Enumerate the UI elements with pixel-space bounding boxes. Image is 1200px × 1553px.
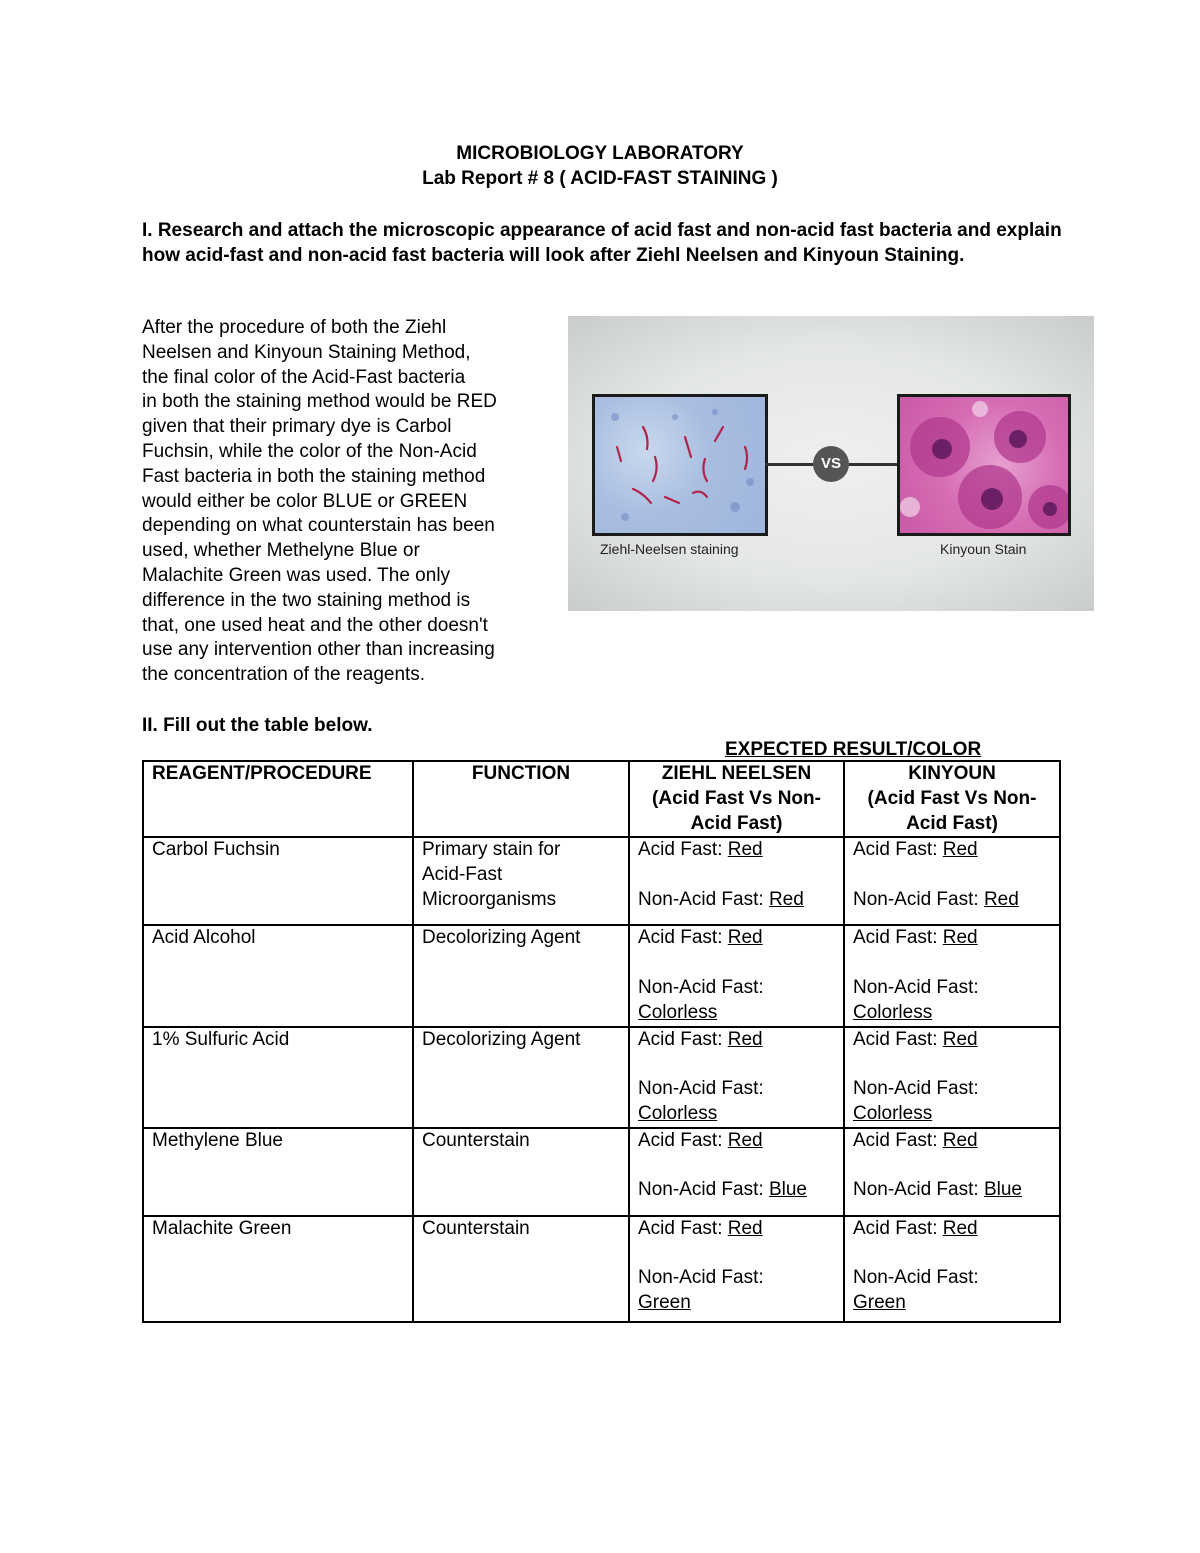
- acid-fast-value: Red: [942, 1028, 978, 1050]
- table-row: [143, 837, 1060, 925]
- acid-fast-value: Red: [727, 1028, 763, 1050]
- section-2-instruction: II. Fill out the table below.: [142, 715, 373, 736]
- acid-fast-value: Red: [727, 1129, 763, 1151]
- table-row: [143, 1216, 1060, 1322]
- acid-fast-label: Acid Fast:: [638, 1028, 728, 1050]
- table-row: [143, 925, 1060, 1026]
- acid-fast-label: Acid Fast:: [853, 1217, 943, 1239]
- ziehl-neelsen-micrograph: [592, 394, 768, 536]
- zn-result-cell: [629, 837, 844, 925]
- function-cell: [413, 1216, 629, 1322]
- acid-fast-value: Red: [727, 927, 763, 949]
- kinyoun-caption: Kinyoun Stain: [940, 541, 1027, 557]
- document-title: MICROBIOLOGY LABORATORY: [456, 143, 744, 164]
- non-acid-fast-value: Red: [983, 888, 1019, 910]
- acid-fast-value: Red: [727, 1217, 763, 1239]
- table-row: [143, 1027, 1060, 1128]
- zn-bacilli-drawing: [595, 397, 765, 533]
- function-cell: [413, 837, 629, 925]
- answer-line: Fuchsin, while the color of the Non-Acid: [142, 440, 477, 462]
- function-line: Microorganisms: [422, 888, 557, 910]
- vs-badge: VS: [813, 446, 849, 482]
- answer-line: After the procedure of both the Ziehl: [142, 317, 447, 338]
- non-acid-fast-value: Blue: [768, 1179, 807, 1201]
- non-acid-fast-value: Colorless: [638, 1001, 718, 1023]
- header-line: Acid Fast): [690, 812, 783, 834]
- function-line: Decolorizing Agent: [422, 1028, 581, 1050]
- answer-line: depending on what counterstain has been: [142, 515, 495, 537]
- function-cell: [413, 1027, 629, 1128]
- kinyoun-cells-drawing: [900, 397, 1068, 533]
- header-kinyoun: [844, 761, 1060, 837]
- header-line: ZIEHL NEELSEN: [661, 763, 812, 784]
- table-row: [143, 1128, 1060, 1216]
- section-1-answer: [142, 316, 562, 688]
- header-line: (Acid Fast Vs Non-: [867, 787, 1037, 809]
- non-acid-fast-label: Non-Acid Fast:: [638, 1179, 769, 1201]
- answer-line: use any intervention other than increasing: [142, 639, 495, 661]
- function-cell: [413, 925, 629, 1026]
- header-line: Acid Fast): [906, 812, 998, 834]
- answer-line: in both the staining method would be RED: [142, 391, 497, 413]
- answer-line: used, whether Methelyne Blue or: [142, 540, 420, 562]
- kinyoun-result-cell: [844, 1216, 1060, 1322]
- connector-line-left: [765, 463, 815, 466]
- reagent-cell: Carbol Fuchsin: [143, 837, 413, 925]
- answer-line: that, one used heat and the other doesn't: [142, 614, 488, 636]
- table-header-row: [143, 761, 1060, 837]
- non-acid-fast-label: Non-Acid Fast:: [638, 888, 769, 910]
- kinyoun-micrograph: [897, 394, 1071, 536]
- section-1-question: I. Research and attach the microscopic appearance of acid fast and non-acid fast bacteria and explain how acid-fast and non-acid fast bacteria will look after Ziehl Neelsen and Kinyoun Staining.: [142, 220, 1062, 266]
- answer-line: Malachite Green was used. The only: [142, 564, 451, 586]
- reagent-cell: Malachite Green: [143, 1216, 413, 1322]
- non-acid-fast-value: Green: [638, 1292, 691, 1314]
- header-line: (Acid Fast Vs Non-: [652, 787, 821, 809]
- header-ziehl-neelsen: [629, 761, 844, 837]
- kinyoun-result-cell: [844, 837, 1060, 925]
- reagent-cell: Acid Alcohol: [143, 925, 413, 1026]
- function-line: Acid-Fast: [422, 864, 503, 886]
- acid-fast-label: Acid Fast:: [853, 1129, 943, 1151]
- header-line: FUNCTION: [471, 763, 571, 784]
- kinyoun-result-cell: [844, 1027, 1060, 1128]
- answer-line: the final color of the Acid-Fast bacteria: [142, 366, 466, 388]
- zn-result-cell: [629, 1216, 844, 1322]
- kinyoun-result-cell: [844, 925, 1060, 1026]
- header-function: [413, 761, 629, 837]
- acid-fast-label: Acid Fast:: [638, 927, 728, 949]
- acid-fast-label: Acid Fast:: [853, 927, 943, 949]
- acid-fast-value: Red: [942, 1129, 978, 1151]
- zn-result-cell: [629, 1027, 844, 1128]
- acid-fast-label: Acid Fast:: [638, 1129, 728, 1151]
- reagent-cell: 1% Sulfuric Acid: [143, 1027, 413, 1128]
- acid-fast-label: Acid Fast:: [853, 839, 943, 861]
- non-acid-fast-label: Non-Acid Fast:: [638, 1267, 764, 1289]
- non-acid-fast-label: Non-Acid Fast:: [638, 1078, 764, 1100]
- header-line: KINYOUN: [908, 763, 996, 784]
- zn-caption: Ziehl-Neelsen staining: [600, 541, 739, 557]
- function-line: Counterstain: [422, 1129, 530, 1151]
- function-cell: [413, 1128, 629, 1216]
- answer-line: Neelsen and Kinyoun Staining Method,: [142, 341, 471, 363]
- acid-fast-label: Acid Fast:: [638, 839, 728, 861]
- acid-fast-value: Red: [727, 839, 763, 861]
- non-acid-fast-value: Colorless: [853, 1102, 933, 1124]
- non-acid-fast-value: Colorless: [638, 1102, 718, 1124]
- non-acid-fast-value: Green: [853, 1292, 906, 1314]
- expected-result-label: EXPECTED RESULT/COLOR: [725, 739, 982, 760]
- header-line: REAGENT/PROCEDURE: [152, 763, 372, 784]
- acid-fast-value: Red: [942, 927, 978, 949]
- zn-result-cell: [629, 1128, 844, 1216]
- function-line: Primary stain for: [422, 839, 561, 861]
- connector-line-right: [849, 463, 897, 466]
- acid-fast-value: Red: [942, 1217, 978, 1239]
- non-acid-fast-label: Non-Acid Fast:: [853, 976, 979, 998]
- non-acid-fast-label: Non-Acid Fast:: [853, 1267, 979, 1289]
- acid-fast-label: Acid Fast:: [853, 1028, 943, 1050]
- non-acid-fast-value: Blue: [983, 1179, 1022, 1201]
- function-line: Counterstain: [422, 1217, 530, 1239]
- answer-line: the concentration of the reagents.: [142, 664, 426, 686]
- answer-line: Fast bacteria in both the staining method: [142, 465, 486, 487]
- staining-results-table: [142, 760, 1061, 1323]
- acid-fast-label: Acid Fast:: [638, 1217, 728, 1239]
- non-acid-fast-label: Non-Acid Fast:: [638, 976, 764, 998]
- document-subtitle: Lab Report # 8 ( ACID-FAST STAINING ): [422, 168, 778, 189]
- non-acid-fast-label: Non-Acid Fast:: [853, 888, 984, 910]
- non-acid-fast-value: Red: [768, 888, 804, 910]
- reagent-cell: Methylene Blue: [143, 1128, 413, 1216]
- kinyoun-result-cell: [844, 1128, 1060, 1216]
- non-acid-fast-value: Colorless: [853, 1001, 933, 1023]
- answer-line: difference in the two staining method is: [142, 589, 471, 611]
- non-acid-fast-label: Non-Acid Fast:: [853, 1179, 984, 1201]
- answer-line: given that their primary dye is Carbol: [142, 416, 452, 438]
- acid-fast-value: Red: [942, 839, 978, 861]
- header-reagent: [143, 761, 413, 837]
- answer-line: would either be color BLUE or GREEN: [142, 490, 468, 512]
- non-acid-fast-label: Non-Acid Fast:: [853, 1078, 979, 1100]
- zn-result-cell: [629, 925, 844, 1026]
- staining-comparison-figure: [568, 316, 1094, 611]
- function-line: Decolorizing Agent: [422, 927, 581, 949]
